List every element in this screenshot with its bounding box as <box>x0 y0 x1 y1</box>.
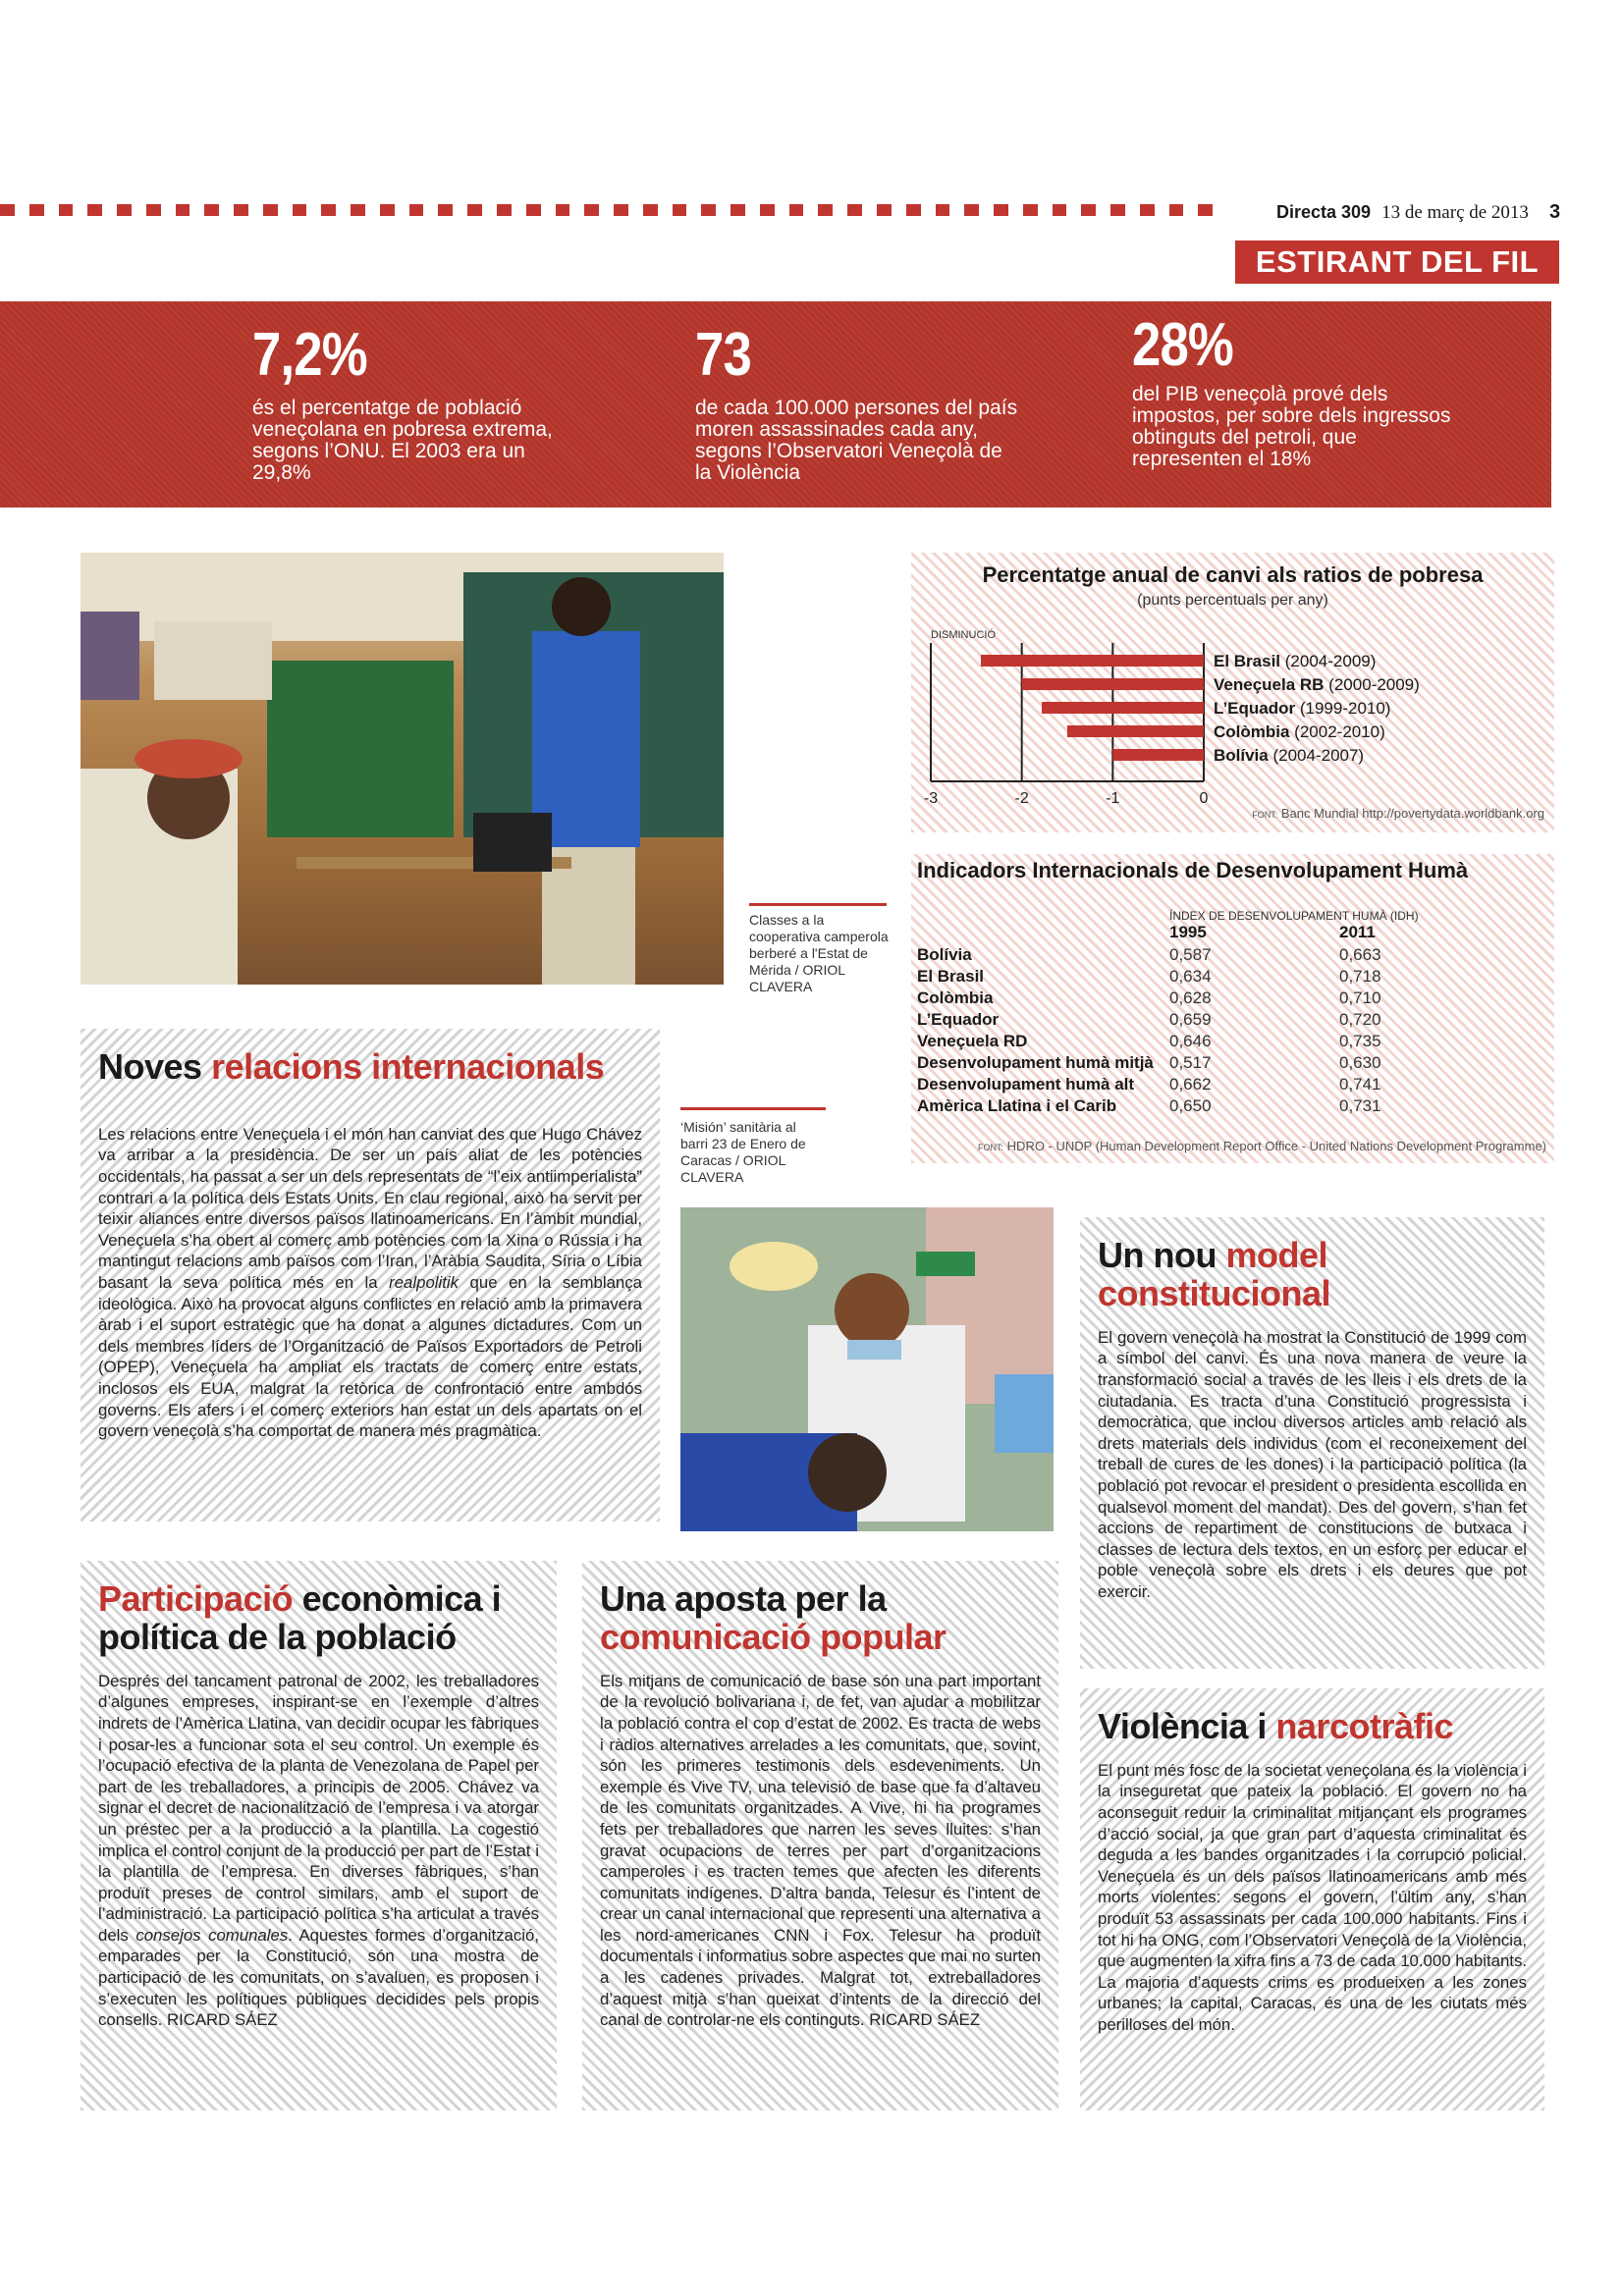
value-1995: 0,517 <box>1169 1053 1212 1072</box>
rule-dot <box>673 204 687 216</box>
article-relacions <box>81 1029 660 1522</box>
body-italic: consejos comunales <box>135 1925 289 1945</box>
issue-date: 13 de març de 2013 <box>1381 202 1529 223</box>
publication-name: Directa 309 <box>1276 202 1372 222</box>
title-part: Un nou <box>1098 1235 1226 1275</box>
row-label: El Brasil <box>917 967 985 986</box>
value-2011: 0,720 <box>1339 1010 1381 1029</box>
table-row <box>917 1074 1545 1095</box>
stat-poverty <box>252 321 576 484</box>
value-2011: 0,630 <box>1339 1053 1381 1072</box>
value-2011: 0,663 <box>1339 945 1381 964</box>
section-tag: ESTIRANT DEL FIL <box>1235 240 1559 284</box>
bar <box>1022 678 1204 690</box>
rule-dot <box>1081 204 1096 216</box>
title-part: econòmica i política de la població <box>98 1578 502 1657</box>
table-row <box>917 1031 1545 1052</box>
title-part-red: relacions internacionals <box>211 1046 605 1087</box>
stats-band <box>0 301 1551 507</box>
rule-dot <box>29 204 44 216</box>
value-1995: 0,587 <box>1169 945 1212 964</box>
table-row <box>917 1095 1545 1117</box>
article-title <box>98 1580 539 1657</box>
article-participacio <box>81 1561 557 2110</box>
stat-gdp <box>1132 311 1456 470</box>
table-title: Indicadors Internacionals de Desenvolupament Humà <box>917 858 1469 882</box>
title-part-red: model constitucional <box>1098 1235 1331 1313</box>
rule-dot <box>234 204 248 216</box>
period: (2004-2009) <box>1284 652 1377 670</box>
rule-dot <box>1169 204 1184 216</box>
rule-dot <box>467 204 482 216</box>
column-header-2011: 2011 <box>1339 923 1376 941</box>
row-label: Amèrica Llatina i el Carib <box>917 1096 1117 1115</box>
body-text: Després del tancament patronal de 2002, les treballadores d’algunes empreses, inspirant-se en l’exemple d’altres indrets de l’Amèrica Llatina, van decidir ocupar les fàbriques i posar-les a funcionar sota el seu control. Un exemple és l’ocupació efectiva de la planta de Venezolana de Papel per part de les treballadores, a principis de 2005. Chávez va signar el decret de nacionalització de l’empresa i va atorgar un préstec per a la producció a la plantilla. La cogestió implica el control conjunt de la producció per part de l’Estat i la plantilla de l’empresa. En diverses fàbriques, s’han produït preses de control similars, amb el suport de l’administració. La participació política s’ha articulat a través dels <box>98 1671 539 1945</box>
article-body <box>98 1124 642 1442</box>
rule-dot <box>1198 204 1213 216</box>
source-text: Banc Mundial http://povertydata.worldbank.org <box>1280 806 1544 821</box>
rule-dot <box>176 204 190 216</box>
source-text: HDRO - UNDP (Human Development Report Office - United Nations Development Programme) <box>1006 1139 1546 1153</box>
row-label: Colòmbia <box>917 988 994 1007</box>
title-part-red: narcotràfic <box>1275 1706 1453 1746</box>
caption-rule <box>749 903 887 906</box>
stat-value: 28% <box>1132 311 1233 379</box>
rule-dot <box>438 204 453 216</box>
article-title <box>1098 1708 1527 1746</box>
rule-dot <box>847 204 862 216</box>
rule-dot <box>146 204 161 216</box>
rule-dot <box>877 204 892 216</box>
body-text: . Aquestes formes d’organització, emparades per la Constitució, són una mostra de participació de les comunitats, on s’avaluen, es proposen i s’executen les polítiques públiques decidides pels propis consells. RICARD SÁEZ <box>98 1925 539 2030</box>
bar-label <box>1214 746 1364 765</box>
bar-label <box>1214 652 1376 670</box>
row-label: Desenvolupament humà alt <box>917 1075 1135 1094</box>
article-body <box>98 1671 539 2031</box>
chart-source <box>1252 806 1544 821</box>
value-2011: 0,741 <box>1339 1075 1381 1094</box>
dentist-photo <box>680 1207 1054 1531</box>
rule-dot <box>789 204 804 216</box>
bar-label <box>1214 722 1385 741</box>
photo-caption: Classes a la cooperativa camperola berberé a l'Estat de Mérida / ORIOL CLAVERA <box>749 912 889 994</box>
period: (2002-2010) <box>1294 722 1385 741</box>
table-row <box>917 988 1545 1009</box>
country-name: Bolívia <box>1214 746 1273 765</box>
row-label: L’Equador <box>917 1010 1000 1029</box>
classroom-photo <box>81 553 724 985</box>
title-part: Violència i <box>1098 1706 1276 1746</box>
photo-caption: ‘Misión’ sanitària al barri 23 de Enero de Caracas / ORIOL CLAVERA <box>680 1119 806 1185</box>
body-text: que en la semblança ideològica. Això ha provocat alguns conflictes en relació amb la primavera àrab i el suport estratègic que ha donat a algunes dictadures. Com un dels membres líders de l’Organització de Països Exportadors de Petroli (OPEP), Veneçuela ha ampliat els tractats de comerç entre estats, inclosos els EUA, malgrat la retòrica de confrontació entre ambdós governs. Els afers i el comerç exteriors han estat un dels apartats on el govern veneçolà s’ha comportat de manera més pragmàtica. <box>98 1273 642 1441</box>
rule-dot <box>1053 204 1067 216</box>
article-body: El govern veneçolà ha mostrat la Constitució de 1999 com a símbol del canvi. És una nova manera de veure la transformació social a través de les lleis i els drets de la ciutadania. Es tracta d’una Constitució progressista i democràtica, que inclou diversos articles amb relació als drets materials dels individus (com el reconeixement del treball de cures de les dones) i la participació política (la població pot revocar el president o presidenta escollida en qualsevol moment del mandat). Des del govern, s’han fet accions de repartiment de constitucions de butxaca i classes de lectura dels textos, en un esforç per educar el poble veneçolà sobre els drets i els deures que pot exercir. <box>1098 1327 1527 1601</box>
bar <box>1112 749 1204 761</box>
rule-dot <box>321 204 336 216</box>
article-violencia <box>1080 1688 1544 2110</box>
rule-dot <box>497 204 512 216</box>
country-name: Colòmbia <box>1214 722 1295 741</box>
rule-dot <box>643 204 658 216</box>
table-row <box>917 966 1545 988</box>
rule-dot <box>730 204 745 216</box>
rule-dot <box>351 204 365 216</box>
bar <box>1067 725 1204 737</box>
period: (2004-2007) <box>1272 746 1365 765</box>
bar-label <box>1214 699 1390 718</box>
article-body: El punt més fosc de la societat veneçolana és la violència i la inseguretat que pateix la població. El govern no ha aconseguit reduir la criminalitat mitjançant els programes d’acció social, ja que gran part d’aquesta criminalitat és deguda a les bandes organitzades i la corrupció policial. Veneçuela és un dels països llatinoamericans amb més morts violentes: segons el govern, l’últim any, s’han produït 53 assassinats per cada 100.000 habitants. Fins i tot hi ha ONG, com l’Observatori Veneçolà de la Violència, que augmenten la xifra fins a 73 de cada 10.000 habitants. La majoria d’aquests crims es produeixen a les zones urbanes; la capital, Caracas, és una de les ciutats més perilloses del món. <box>1098 1760 1527 2034</box>
rule-dot <box>936 204 950 216</box>
value-2011: 0,735 <box>1339 1032 1381 1050</box>
article-title <box>98 1048 642 1087</box>
body-italic: realpolitik <box>389 1273 460 1293</box>
table-row <box>917 1052 1545 1074</box>
article-title <box>1098 1237 1527 1313</box>
country-name: Veneçuela RB <box>1214 675 1329 694</box>
rule-dot <box>1023 204 1038 216</box>
table-row <box>917 944 1545 966</box>
article-constitucional <box>1080 1217 1544 1669</box>
source-label: FONT: <box>978 1143 1004 1152</box>
rule-dot <box>204 204 219 216</box>
value-1995: 0,659 <box>1169 1010 1212 1029</box>
rule-dot <box>994 204 1008 216</box>
stat-text: de cada 100.000 persones del país moren assassinades cada any, segons l’Observatori Veneçolà de la Violència <box>695 397 1018 484</box>
rule-dot <box>818 204 833 216</box>
article-comunicacio <box>582 1561 1058 2110</box>
stat-text: del PIB veneçolà prové dels impostos, per sobre dels ingressos obtinguts del petroli, que representen el 18% <box>1132 383 1451 470</box>
rule-dot <box>409 204 424 216</box>
chart-subtitle: (punts percentuals per any) <box>1137 592 1328 609</box>
rule-dot <box>1110 204 1125 216</box>
table-body <box>917 944 1545 1117</box>
row-label: Desenvolupament humà mitjà <box>917 1053 1154 1072</box>
table-header: ÍNDEX DE DESENVOLUPAMENT HUMÀ (IDH) <box>1169 909 1419 923</box>
value-2011: 0,718 <box>1339 967 1381 986</box>
title-part-red: comunicació popular <box>600 1616 947 1657</box>
row-label: Veneçuela RD <box>917 1032 1028 1050</box>
dotted-rule <box>0 204 1227 218</box>
period: (2000-2009) <box>1328 675 1420 694</box>
stat-value: 7,2% <box>252 321 367 389</box>
rule-dot <box>906 204 921 216</box>
article-body: Els mitjans de comunicació de base són una part important de la revolució bolivariana i, de fet, van ajudar a mobilitzar la població contra el cop d’estat de 2002. Es tracta de webs i ràdios alternatives arrelades a les comunitats, que, sovint, són les primeres testimonis dels esdeveniments. Un exemple és Vive TV, una televisió de base que fa d’altaveu de les comunitats organitzades. A Vive, hi ha programes fets per treballadores que narren les seves lluites: s’han gravat ocupacions de terres per part d’organitzacions camperoles i es tracten temes que afecten les diferents comunitats indígenes. D’altra banda, Telesur és l’intent de crear un canal internacional que representi una alternativa a les nord-americanes CNN i Fox. Telesur ha produït documentals i informatius sobre aspectes que mai no surten a les cadenes privades. Malgrat tot, extreballadores d’aquest mitjà s’han queixat d’intents de la direcció del canal de controlar-ne els continguts. RICARD SÁEZ <box>600 1671 1041 2030</box>
x-tick-label: 0 <box>1199 790 1209 807</box>
rule-dot <box>526 204 541 216</box>
classroom-photo-illustration <box>81 553 724 985</box>
stat-homicides <box>695 321 1019 484</box>
caption-rule <box>680 1107 826 1110</box>
title-part-red: Participació <box>98 1578 294 1619</box>
chart-title: Percentatge anual de canvi als ratios de pobresa <box>982 562 1484 587</box>
x-tick-label: -3 <box>923 790 939 807</box>
value-2011: 0,731 <box>1339 1096 1381 1115</box>
stat-text: és el percentatge de població veneçolana en pobresa extrema, segons l’ONU. El 2003 era un 29,8% <box>252 397 553 484</box>
hdi-table <box>911 854 1554 1163</box>
row-label: Bolívia <box>917 945 972 964</box>
rule-dot <box>614 204 628 216</box>
rule-dot <box>293 204 307 216</box>
rule-dot <box>380 204 395 216</box>
country-name: El Brasil <box>1214 652 1285 670</box>
source-label: FONT: <box>1252 810 1278 820</box>
rule-dot <box>701 204 716 216</box>
title-part: Noves <box>98 1046 212 1087</box>
axis-note: DISMINUCIÓ <box>931 629 996 641</box>
rule-dot <box>760 204 775 216</box>
value-1995: 0,628 <box>1169 988 1212 1007</box>
bar <box>1042 702 1204 714</box>
value-1995: 0,634 <box>1169 967 1212 986</box>
x-tick-label: -2 <box>1014 790 1029 807</box>
article-title <box>600 1580 1041 1657</box>
chart-plot <box>911 553 1554 832</box>
poverty-chart <box>911 553 1554 832</box>
body-text: Les relacions entre Veneçuela i el món han canviat des que Hugo Chávez va arribar a la presidència. De ser un país aliat de les potències occidentals, ha passat a ser un dels representats de “l’eix antiimperialista” contrari a la política dels Estats Units. En clau regional, això ha servit per teixir aliances entre diversos països llatinoamericans. En l’àmbit mundial, Veneçuela s’ha obert al comerç amb potències com la Xina o Rússia i ha mantingut relacions amb països com l’Iran, l’Aràbia Saudita, Síria o Líbia basant la seva política més en la <box>98 1124 642 1293</box>
value-2011: 0,710 <box>1339 988 1381 1007</box>
bar <box>981 655 1204 667</box>
x-tick-label: -1 <box>1106 790 1120 807</box>
period: (1999-2010) <box>1299 699 1391 718</box>
rule-dot <box>1140 204 1155 216</box>
rule-dot <box>556 204 570 216</box>
rule-dot <box>87 204 102 216</box>
rule-dot <box>964 204 979 216</box>
rule-dot <box>263 204 278 216</box>
column-header-1995: 1995 <box>1169 923 1207 941</box>
title-part: Una aposta per la <box>600 1578 887 1619</box>
value-1995: 0,662 <box>1169 1075 1212 1094</box>
stat-value: 73 <box>695 321 751 389</box>
masthead <box>1276 201 1560 224</box>
value-1995: 0,646 <box>1169 1032 1212 1050</box>
rule-dot <box>59 204 74 216</box>
table-source <box>978 1139 1546 1153</box>
table-row <box>917 1009 1545 1031</box>
value-1995: 0,650 <box>1169 1096 1212 1115</box>
country-name: L’Equador <box>1214 699 1300 718</box>
page-number: 3 <box>1548 201 1561 223</box>
bar-label <box>1214 675 1420 694</box>
rule-dot <box>584 204 599 216</box>
dentist-photo-illustration <box>680 1207 1054 1531</box>
rule-dot <box>117 204 132 216</box>
rule-dot <box>0 204 15 216</box>
